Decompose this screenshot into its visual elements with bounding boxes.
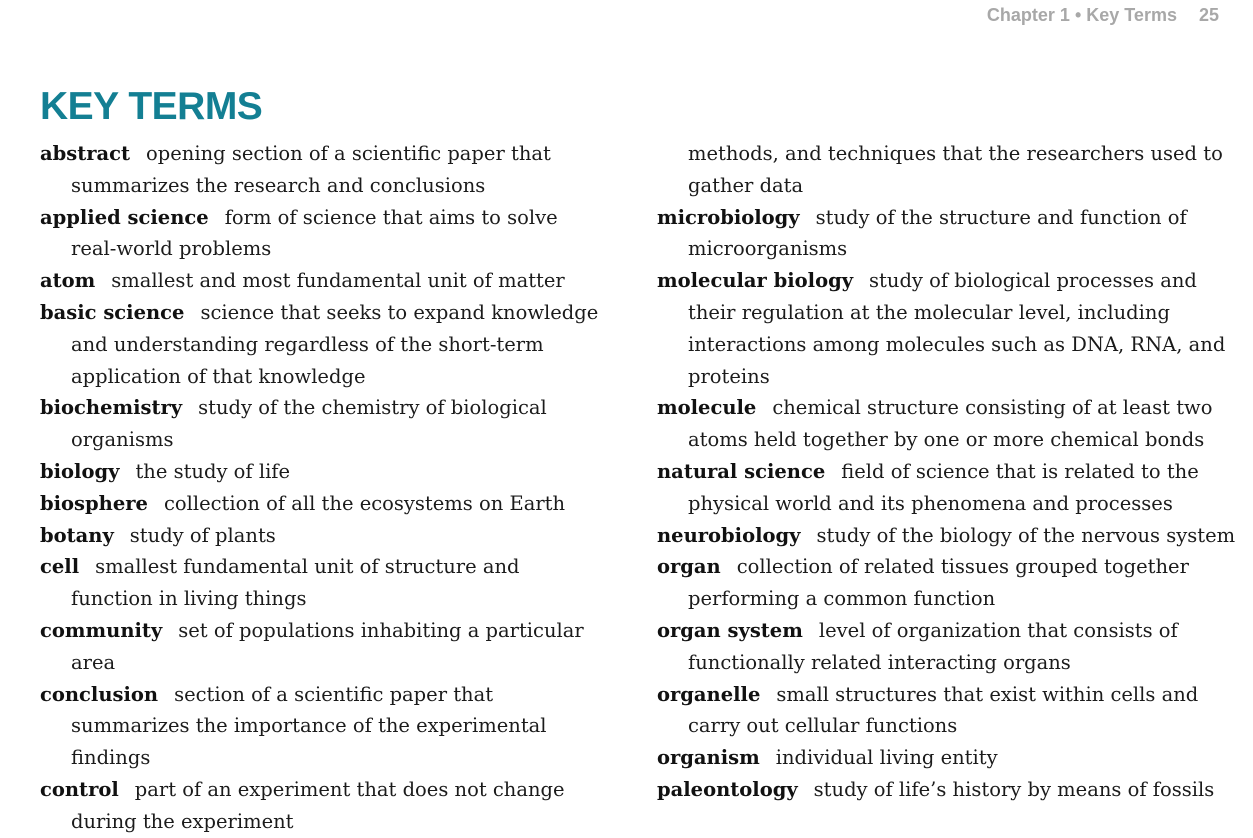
glossary-entry — [40, 679, 605, 774]
glossary-entry — [40, 551, 605, 615]
definition: study of biological processes and their regulation at the molecular level, including interactions among molecules such as DNA, RNA, and proteins — [688, 269, 1226, 388]
definition: opening section of a scientific paper that summarizes the research and conclusions — [71, 142, 551, 197]
definition: individual living entity — [775, 746, 998, 770]
term: organelle — [657, 682, 761, 706]
term: paleontology — [657, 777, 798, 801]
term: biochemistry — [40, 396, 183, 420]
glossary-entry — [40, 392, 605, 456]
term: cell — [40, 555, 80, 579]
glossary-entry — [40, 138, 605, 202]
term: community — [40, 618, 163, 642]
definition: the study of life — [135, 459, 291, 483]
definition: form of science that aims to solve real-world problems — [71, 205, 558, 261]
glossary-entry — [40, 615, 605, 679]
glossary-entry — [657, 679, 1242, 743]
term: neurobiology — [657, 523, 801, 547]
definition: study of the biology of the nervous system — [816, 523, 1236, 547]
glossary-entry — [40, 456, 605, 488]
definition: section of a scientific paper that summarizes the importance of the experimental findings — [71, 682, 547, 770]
definition: smallest fundamental unit of structure and function in living things — [71, 555, 520, 611]
glossary-entry — [657, 551, 1242, 615]
definition: study of plants — [129, 523, 276, 547]
term: natural science — [657, 459, 826, 483]
glossary-entry — [657, 202, 1242, 266]
term: abstract — [40, 142, 131, 165]
term: organism — [657, 746, 760, 770]
section-title: KEY TERMS — [40, 85, 263, 128]
term: biosphere — [40, 491, 148, 515]
glossary-entry — [40, 488, 605, 520]
definition: level of organization that consists of functionally related interacting organs — [688, 618, 1178, 674]
glossary-entry — [657, 615, 1242, 679]
definition: science that seeks to expand knowledge and understanding regardless of the short-term application of that knowledge — [71, 300, 599, 388]
term: molecule — [657, 396, 757, 420]
chapter-label: Chapter 1 • Key Terms — [986, 5, 1177, 25]
term: biology — [40, 459, 120, 483]
term: atom — [40, 269, 96, 293]
definition: smallest and most fundamental unit of matter — [111, 269, 565, 293]
term: organ system — [657, 618, 803, 642]
term: conclusion — [40, 682, 159, 706]
glossary-entry — [657, 456, 1242, 520]
continued-definition: methods, and techniques that the researchers used to gather data — [688, 142, 1223, 197]
definition: study of the chemistry of biological organisms — [71, 396, 547, 452]
glossary-entry — [40, 265, 605, 297]
term: basic science — [40, 300, 185, 324]
glossary-entry — [657, 774, 1242, 806]
definition: study of the structure and function of microorganisms — [688, 205, 1187, 261]
term: molecular biology — [657, 269, 854, 293]
term: microbiology — [657, 205, 800, 229]
glossary-entry — [657, 265, 1242, 392]
glossary-entry — [40, 520, 605, 552]
term: applied science — [40, 205, 209, 229]
left-column — [40, 138, 605, 838]
glossary-entry — [657, 520, 1242, 552]
page-header — [987, 5, 1219, 26]
glossary-entry — [40, 202, 605, 266]
glossary-entry — [40, 297, 605, 392]
definition: chemical structure consisting of at least two atoms held together by one or more chemical bonds — [688, 396, 1213, 452]
term: botany — [40, 523, 114, 547]
right-column — [657, 138, 1242, 806]
glossary-entry — [40, 774, 605, 838]
definition: collection of all the ecosystems on Earth — [163, 491, 566, 515]
definition: set of populations inhabiting a particular area — [71, 618, 584, 674]
glossary-entry — [657, 392, 1242, 456]
definition: collection of related tissues grouped together performing a common function — [688, 555, 1189, 611]
page-number: 25 — [1198, 5, 1219, 25]
glossary-entry — [657, 742, 1242, 774]
definition: part of an experiment that does not change during the experiment — [71, 777, 565, 833]
definition: field of science that is related to the physical world and its phenomena and processes — [688, 459, 1199, 515]
term: control — [40, 777, 119, 801]
definition: study of life’s history by means of fossils — [813, 777, 1215, 801]
term: organ — [657, 555, 721, 579]
definition: small structures that exist within cells and carry out cellular functions — [688, 682, 1199, 738]
